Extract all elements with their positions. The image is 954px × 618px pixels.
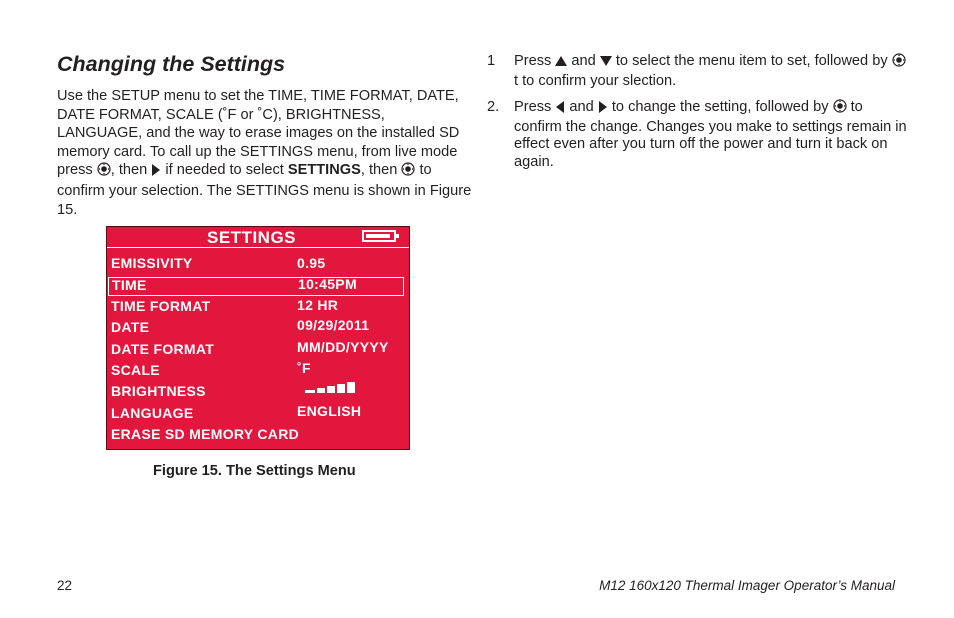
page-number: 22 xyxy=(57,578,73,593)
intro-text-1: Use the SETUP menu to set the TIME, TIME FORMAT, DATE, DATE FORMAT, SCALE (˚F or ˚C), BRIGHTNESS, LANGUAGE, and the way to erase images on the installed SD memory card. To call up the SETTINGS menu, from live mode press xyxy=(57,88,460,179)
step-text: to change the setting, followed by xyxy=(607,99,833,115)
select-button-icon xyxy=(892,53,906,73)
menu-value: 10:45PM xyxy=(298,276,357,292)
step-item xyxy=(487,99,907,171)
menu-row-language xyxy=(107,405,409,424)
intro-text-5: to confirm your selection. The SETTINGS menu is shown in Figure 15. xyxy=(57,162,472,218)
brightness-bars-icon xyxy=(305,380,365,399)
menu-value: 09/29/2011 xyxy=(297,317,370,333)
menu-row-erase-sd xyxy=(107,426,409,445)
step-text: Press xyxy=(514,99,556,115)
select-button-icon xyxy=(97,162,111,182)
intro-settings-bold: SETTINGS xyxy=(287,162,361,179)
intro-text-4: , then xyxy=(360,162,402,179)
lcd-title: SETTINGS xyxy=(207,228,297,247)
menu-value: MM/DD/YYYY xyxy=(297,339,389,355)
menu-label: DATE xyxy=(111,319,150,335)
menu-label: ERASE SD MEMORY CARD xyxy=(111,426,300,442)
menu-row-date-format xyxy=(107,341,409,360)
battery-full-icon xyxy=(362,230,396,242)
manual-title: M12 160x120 Thermal Imager Operator’s Manual xyxy=(599,578,895,593)
step-text: and xyxy=(567,53,600,69)
menu-label: TIME FORMAT xyxy=(111,298,211,314)
intro-text-2: , then xyxy=(110,162,152,179)
menu-label: SCALE xyxy=(111,362,160,378)
menu-value: 0.95 xyxy=(297,255,326,271)
step-number: 1 xyxy=(487,53,496,69)
left-arrow-icon xyxy=(555,101,565,119)
menu-row-time xyxy=(108,277,404,296)
menu-row-scale xyxy=(107,362,409,381)
menu-row-brightness xyxy=(107,383,409,402)
down-arrow-icon xyxy=(600,55,612,73)
steps-list xyxy=(487,53,907,180)
figure-caption: Figure 15. The Settings Menu xyxy=(153,463,356,479)
menu-value: ENGLISH xyxy=(297,403,362,419)
menu-row-date xyxy=(107,319,409,338)
menu-label: DATE FORMAT xyxy=(111,341,215,357)
menu-row-time-format xyxy=(107,298,409,317)
select-button-icon xyxy=(833,99,847,119)
menu-value: ˚F xyxy=(297,360,311,376)
menu-label: LANGUAGE xyxy=(111,405,194,421)
section-heading: Changing the Settings xyxy=(57,52,286,76)
up-arrow-icon xyxy=(555,55,567,73)
menu-label: EMISSIVITY xyxy=(111,255,193,271)
intro-paragraph xyxy=(57,87,472,219)
step-number: 2. xyxy=(487,99,500,115)
menu-value: 12 HR xyxy=(297,297,339,313)
lcd-divider xyxy=(107,247,409,248)
menu-label: BRIGHTNESS xyxy=(111,383,206,399)
right-arrow-icon xyxy=(151,163,161,182)
step-text: to confirm the change. Changes you make to settings remain in effect even after you turn off the power and turn it back on again. xyxy=(514,99,907,170)
intro-text-3: if needed to select xyxy=(161,162,288,179)
step-text: Press xyxy=(514,53,556,69)
step-item xyxy=(487,53,907,90)
step-text: and xyxy=(565,99,598,115)
settings-menu-screen xyxy=(106,226,410,450)
select-button-icon xyxy=(401,162,415,182)
step-text: t to confirm your slection. xyxy=(514,72,677,89)
menu-row-emissivity xyxy=(107,255,409,274)
right-arrow-icon xyxy=(598,101,608,119)
menu-label: TIME xyxy=(112,277,147,293)
step-text: to select the menu item to set, followed by xyxy=(611,53,892,69)
